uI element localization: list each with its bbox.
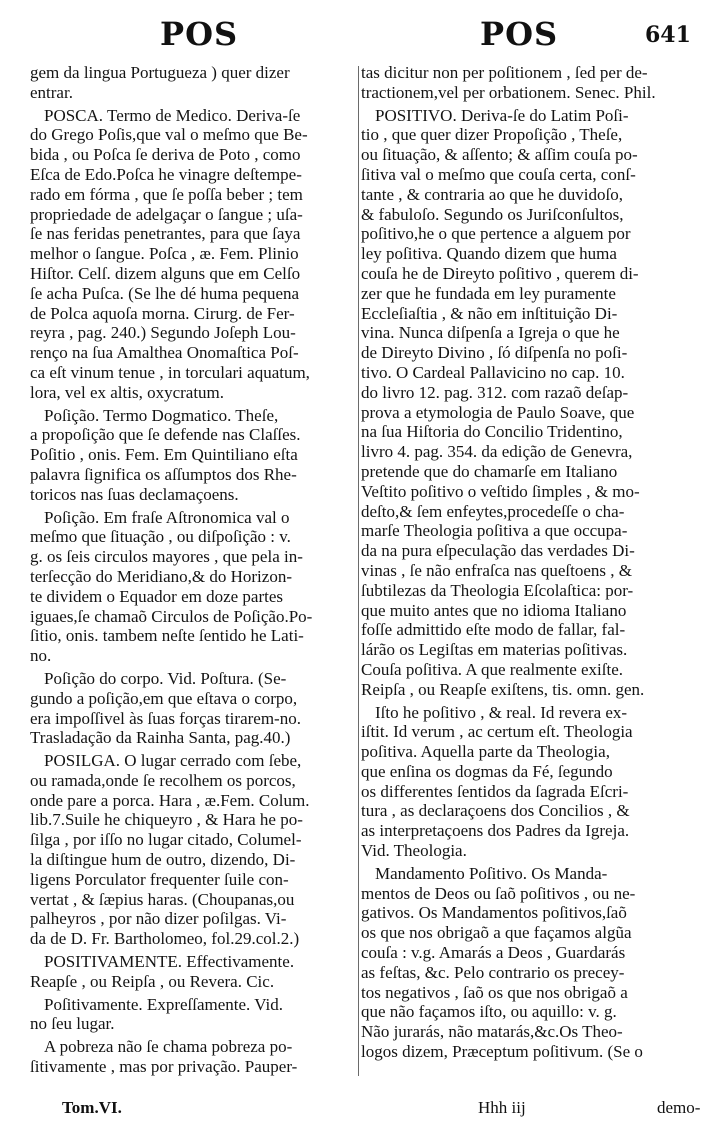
dictionary-entry-positivamente1 <box>30 952 356 992</box>
entry-line: ſe acha Puſca. (Se lhe dé huma pequena <box>30 283 300 303</box>
dictionary-entry-posicao3 <box>30 669 356 748</box>
entry-line: poſitivo,he o que pertence a alguem por <box>361 224 631 244</box>
entry-line: da de D. Fr. Bartholomeo, fol.29.col.2.) <box>30 929 300 949</box>
entry-line: POSITIVAMENTE. Effectivamente. <box>44 952 295 972</box>
entry-line: ca eſt vinum tenue , in torculari aquatum, <box>30 362 310 382</box>
entry-line: Trasladação da Rainha Santa, pag.40.) <box>30 728 291 748</box>
entry-line: zer que he fundada em ley puramente <box>361 283 616 303</box>
entry-line: lib.7.Suile he chiqueyro , & Hara he po- <box>30 810 303 830</box>
entry-line: lora, vel ex altis, oxycratum. <box>30 382 225 402</box>
entry-line: marſe Theologia poſitiva a que occupa- <box>361 521 628 541</box>
entry-line: que não façamos iſto, ou aquillo: v. g. <box>361 1002 617 1022</box>
entry-line: tos negativos , ſaõ os que nos obrigaõ a <box>361 982 628 1002</box>
entry-line: era impoſſivel às ſuas forças tirarem-no. <box>30 708 301 728</box>
entry-line: ſitiva val o meſmo que couſa certa, conſ- <box>361 164 636 184</box>
entry-line: vina. Nunca diſpenſa a Igreja o que he <box>361 323 620 343</box>
entry-line: couſa he de Direyto poſitivo , querem di- <box>361 263 639 283</box>
dictionary-entry-posicao1 <box>30 406 356 505</box>
dictionary-entry-posilga <box>30 751 356 949</box>
entry-line: no ſeu lugar. <box>30 1014 115 1034</box>
entry-line: no. <box>30 646 52 666</box>
entry-line: toricos nas ſuas declamaçoens. <box>30 484 239 504</box>
entry-line: ligens Porculator frequenter ſuile con- <box>30 869 289 889</box>
dictionary-entry-positivamente2 <box>30 995 356 1035</box>
entry-line: melhor o ſangue. Poſca , æ. Fem. Plinio <box>30 244 299 264</box>
entry-line: de Polca aquoſa morna. Cirurg. de Fer- <box>30 303 295 323</box>
dictionary-entry-cont <box>30 63 356 103</box>
left-column <box>30 63 356 1080</box>
entry-line: ſitio, onis. tambem neſte ſentido he Lati- <box>30 626 304 646</box>
entry-line: ſubtilezas da Theologia Eſcolaſtica: por- <box>361 580 634 600</box>
entry-line: te dividem o Equador em doze partes <box>30 586 284 606</box>
entry-line: iguaes,ſe chamaõ Circulos de Poſição.Po- <box>30 606 313 626</box>
entry-line: que enſina os dogmas da Fé, ſegundo <box>361 761 613 781</box>
entry-line: Reapſe , ou Reipſa , ou Revera. Cic. <box>30 971 275 991</box>
dictionary-entry-cont <box>361 63 696 103</box>
entry-line: POSITIVO. Deriva-ſe do Latim Poſi- <box>375 105 629 125</box>
entry-line: rado em fórma , que ſe poſſa beber ; tem <box>30 184 303 204</box>
entry-line: propriedade de adelgaçar o ſangue ; uſa- <box>30 204 303 224</box>
column-divider <box>358 66 359 1076</box>
entry-line: POSCA. Termo de Medico. Deriva-ſe <box>44 105 301 125</box>
dictionary-entry-mandamento <box>361 864 696 1062</box>
entry-line: pretende que do chamarſe em Italiano <box>361 461 618 481</box>
entry-line: da na pura eſpeculação das verdades Di- <box>361 541 635 561</box>
entry-line: meſmo que ſituação , ou diſpoſição : v. <box>30 527 291 547</box>
entry-line: Veſtito poſitivo o veſtido ſimples , & mo- <box>361 481 640 501</box>
dictionary-entry-pobreza <box>30 1037 356 1077</box>
entry-line: gundo a poſição,em que eſtava o corpo, <box>30 688 298 708</box>
entry-line: g. os ſeis circulos mayores , que pela in- <box>30 547 303 567</box>
dictionary-entry-isto <box>361 703 696 861</box>
entry-line: na ſua Hiſtoria do Concilio Tridentino, <box>361 422 623 442</box>
entry-line: gem da lingua Portugueza ) quer dizer <box>30 63 290 82</box>
entry-line: de Direyto Divino , ſó diſpenſa no poſi- <box>361 343 628 363</box>
entry-line: ley poſitiva. Quando dizem que huma <box>361 244 617 264</box>
catchword: demo- <box>657 1098 701 1117</box>
entry-line: Eſca de Edo.Poſca he vinagre deſtempe- <box>30 164 302 184</box>
entry-line: Hiſtor. Celſ. dizem alguns que em Celſo <box>30 263 301 283</box>
entry-line: renço na ſua Amalthea Onomaſtica Poſ- <box>30 343 299 363</box>
entry-line: foſſe admittido eſte modo de fallar, fal- <box>361 620 626 640</box>
page-number: 641 <box>645 22 691 48</box>
entry-line: Iſto he poſitivo , & real. Id revera ex- <box>375 702 628 722</box>
entry-line: do Grego Poſis,que val o meſmo que Be- <box>30 125 308 145</box>
entry-line: tante , & contraria ao que he duvidoſo, <box>361 184 623 204</box>
entry-line: Não jurarás, não matarás,&c.Os Theo- <box>361 1022 623 1042</box>
entry-line: vinas , ſe não enfraſca nas queſtoens , & <box>361 560 632 580</box>
entry-line: ou ſituação, & aſſento; & aſſim couſa po- <box>361 145 638 165</box>
entry-line: vertat , & ſæpius haras. (Choupanas,ou <box>30 889 295 909</box>
entry-line: ou ramada,onde ſe recolhem os porcos, <box>30 770 296 790</box>
volume-label: Tom.VI. <box>62 1098 122 1117</box>
entry-line: do livro 12. pag. 312. com razaõ deſap- <box>361 382 629 402</box>
entry-line: & fabuloſo. Segundo os Juriſconſultos, <box>361 204 624 224</box>
running-head-right: POS <box>480 15 559 53</box>
entry-line: Couſa poſitiva. A que realmente exiſte. <box>361 659 624 679</box>
entry-line: Poſição. Em fraſe Aſtronomica val o <box>44 507 290 527</box>
entry-line: Poſitio , onis. Fem. Em Quintiliano eſta <box>30 445 298 465</box>
entry-line: ſilga , por iſſo no lugar citado, Columel- <box>30 830 302 850</box>
entry-line: mentos de Deos ou ſaõ poſitivos , ou ne- <box>361 883 636 903</box>
dictionary-entry-posicao2 <box>30 508 356 666</box>
entry-line: as feſtas, &c. Pelo contrario os precey- <box>361 962 625 982</box>
entry-line: os differentes ſentidos da ſagrada Eſcri- <box>361 781 629 801</box>
entry-line: livro 4. pag. 354. da edição de Genevra, <box>361 442 633 462</box>
entry-line: la diſtingue hum de outro, dizendo, Di- <box>30 850 296 870</box>
entry-line: palavra ſignifica os aſſumptos dos Rhe- <box>30 464 297 484</box>
entry-line: Eccleſiaſtia , & não em inſtituição Di- <box>361 303 618 323</box>
entry-line: entrar. <box>30 82 73 102</box>
entry-line: terſecção do Meridiano,& do Horizon- <box>30 566 292 586</box>
entry-line: couſa : v.g. Amarás a Deos , Guardarás <box>361 943 626 963</box>
entry-line: logos dizem, Præceptum poſitivum. (Se o <box>361 1042 643 1062</box>
entry-line: prova a etymologia de Paulo Soave, que <box>361 402 635 422</box>
signature-mark: Hhh iij <box>478 1098 526 1117</box>
entry-line: tio , que quer dizer Propoſição , Theſe, <box>361 125 623 145</box>
entry-line: a propoſição que ſe defende nas Claſſes. <box>30 425 301 445</box>
entry-line: poſitiva. Aquella parte da Theologia, <box>361 742 610 762</box>
entry-line: POSILGA. O lugar cerrado com ſebe, <box>44 751 302 771</box>
entry-line: Poſitivamente. Expreſſamente. Vid. <box>44 994 283 1014</box>
entry-line: deſto,& ſem enfeytes,procedeſſe o cha- <box>361 501 625 521</box>
entry-line: ſitivamente , mas por privação. Pauper- <box>30 1057 298 1077</box>
right-column <box>361 63 696 1065</box>
entry-line: as interpretaçoens dos Padres da Igreja. <box>361 821 630 841</box>
dictionary-entry-posca <box>30 106 356 403</box>
entry-line: tractionem,vel per orbationem. Senec. Phil. <box>361 82 656 102</box>
entry-line: iſtit. Id verum , ac certum eſt. Theologia <box>361 722 633 742</box>
entry-line: tas dicitur non per poſitionem , ſed per de- <box>361 63 648 82</box>
entry-line: A pobreza não ſe chama pobreza po- <box>44 1037 293 1057</box>
entry-line: os que nos obrigaõ a que façamos algũa <box>361 923 632 943</box>
entry-line: onde pare a porca. Hara , æ.Fem. Colum. <box>30 790 310 810</box>
entry-line: ſe nas feridas penetrantes, para que ſaya <box>30 224 301 244</box>
entry-line: bida , ou Poſca ſe deriva de Poto , como <box>30 145 301 165</box>
entry-line: Vid. Theologia. <box>361 841 467 861</box>
entry-line: tura , as declaraçoens dos Concilios , & <box>361 801 630 821</box>
entry-line: reyra , pag. 240.) Segundo Joſeph Lou- <box>30 323 296 343</box>
entry-line: Mandamento Poſitivo. Os Manda- <box>375 863 608 883</box>
entry-line: Poſição do corpo. Vid. Poſtura. (Se- <box>44 668 287 688</box>
entry-line: Reipſa , ou Reapſe exiſtens, tis. omn. gen. <box>361 679 645 699</box>
dictionary-entry-positivo <box>361 106 696 700</box>
entry-line: tivo. O Cardeal Pallavicino no cap. 10. <box>361 362 625 382</box>
entry-line: gativos. Os Mandamentos poſitivos,ſaõ <box>361 903 627 923</box>
entry-line: Poſição. Termo Dogmatico. Theſe, <box>44 405 279 425</box>
entry-line: que muito antes que no idioma Italiano <box>361 600 627 620</box>
entry-line: palheyros , por não dizer poſilgas. Vi- <box>30 909 287 929</box>
entry-line: lárão os Legiſtas em materias poſitivas. <box>361 640 628 660</box>
running-head-left: POS <box>160 15 239 53</box>
